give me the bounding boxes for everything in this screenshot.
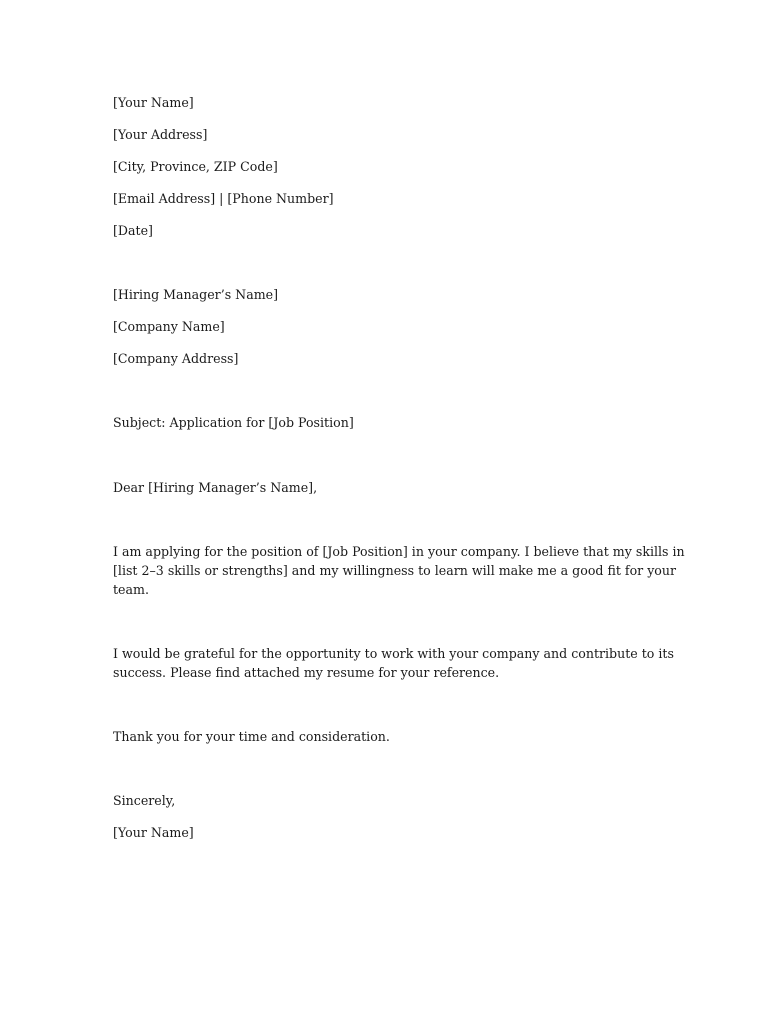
letter-date: [Date] — [113, 223, 153, 238]
subject-line: Subject: Application for [Job Position] — [113, 415, 354, 430]
recipient-company-address: [Company Address] — [113, 351, 239, 366]
sender-contact-line: [Email Address] | [Phone Number] — [113, 191, 334, 206]
body-paragraph-1-line-3: team. — [113, 582, 149, 597]
closing-signature-name: [Your Name] — [113, 825, 194, 840]
body-paragraph-2-line-2: success. Please find attached my resume for your reference. — [113, 665, 500, 680]
salutation: Dear [Hiring Manager’s Name], — [113, 480, 318, 495]
body-paragraph-3: Thank you for your time and consideration. — [113, 729, 390, 744]
recipient-company-name: [Company Name] — [113, 319, 225, 334]
sender-address: [Your Address] — [113, 127, 208, 142]
closing-sign-off: Sincerely, — [113, 793, 176, 808]
body-paragraph-2-line-1: I would be grateful for the opportunity to work with your company and contribute to its — [113, 646, 674, 661]
body-paragraph-1-line-2: [list 2–3 skills or strengths] and my willingness to learn will make me a good fit for your — [113, 563, 677, 578]
recipient-manager-name: [Hiring Manager’s Name] — [113, 287, 279, 302]
body-paragraph-1-line-1: I am applying for the position of [Job Position] in your company. I believe that my skills in — [113, 544, 685, 559]
sender-name: [Your Name] — [113, 95, 194, 110]
sender-city-line: [City, Province, ZIP Code] — [113, 159, 278, 174]
